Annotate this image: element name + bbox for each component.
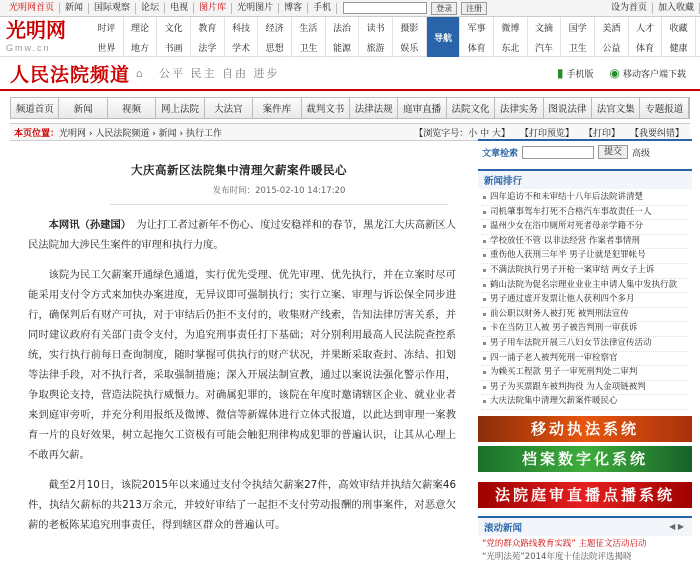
set-homepage-link[interactable]: 设为首页 bbox=[606, 3, 653, 14]
channel-link[interactable]: 微博 bbox=[494, 17, 528, 37]
top-link-forum[interactable]: 论坛 bbox=[136, 3, 165, 14]
channel-title[interactable]: 人民法院频道 bbox=[10, 63, 131, 86]
channel-link[interactable]: 卫生 bbox=[292, 37, 326, 57]
nav-item[interactable]: 法官文集 bbox=[592, 98, 640, 118]
home-icon: ⌂ bbox=[136, 66, 143, 80]
channel-link[interactable]: 公益 bbox=[595, 37, 629, 57]
sidebar bbox=[478, 139, 692, 566]
channel-link[interactable]: 美酒 bbox=[595, 17, 629, 37]
article-paragraph: 该院为民工欠薪案开通绿色通道，实行优先受理、优先审理、优先执行，并在立案时尽可能采用支付令方式来加快办案进度，无异议即可强制执行；实行立案、审理与诉讼保全同步进行，确保判后有财产可执，对于审结后仍拒不支付的，收集财产线索，告知法律厉害关系，并同时建议政府有关部门责令支付，为追究刑事责任打下基础；对分别利用最高人民法院查控系统，实行执行前每日查询制度，随时掌握可供执行的财产状况，并果断采取查封、冻结、扣划等法律手段，对不执行者，采取强制措施；深入开展法制宣教，通过以案说法强化警示作用，争取舆论支持，营造法院执行威慑力。对确属犯罪的，该院在年度时邀请辖区企业、就业业者来到庭审旁听，并充分利用报纸及微博、微信等新媒体进行立体式报道，以此达到审理一案教育一片的良好效果，树立起拖欠工资极有可能会触犯刑律构成犯罪的普遍认识，让其从心理上不敢再欠薪。 bbox=[28, 269, 456, 461]
rolling-news-item[interactable]: “光明法苑”2014年度十佳法院评选揭晓 bbox=[482, 551, 632, 562]
nav-item[interactable]: 视频 bbox=[108, 98, 156, 118]
channel-link[interactable]: 生活 bbox=[292, 17, 326, 37]
article-title: 大庆高新区法院集中清理欠薪案件暖民心 bbox=[131, 163, 347, 177]
add-favorite-link[interactable]: 加入收藏 bbox=[653, 3, 700, 14]
article-column bbox=[10, 162, 468, 535]
rolling-news-title: 滚动新闻 bbox=[484, 522, 523, 534]
advanced-search-link[interactable]: 高级 bbox=[632, 148, 651, 159]
scroll-arrows-icon[interactable]: ◀ ▶ bbox=[669, 522, 684, 532]
mobile-version-link[interactable] bbox=[557, 66, 594, 80]
search-row bbox=[478, 141, 692, 163]
news-item[interactable]: 卡在当防卫人被 男子被告判刑一审获诉 bbox=[482, 322, 688, 337]
breadcrumb-label: 本页位置： bbox=[14, 128, 60, 139]
article bbox=[10, 162, 468, 535]
article-time bbox=[110, 184, 448, 205]
phone-icon: ▮ bbox=[556, 66, 564, 80]
channel-link[interactable]: 能源 bbox=[326, 37, 360, 57]
channel-link[interactable]: 娱乐 bbox=[393, 37, 427, 57]
news-item[interactable]: 为赖买工程款 男子一审死刑判处二审判 bbox=[482, 366, 688, 381]
news-item[interactable]: 不满法院执行男子开枪一案审结 两女子上诉 bbox=[482, 264, 688, 279]
gmw-logo[interactable] bbox=[0, 17, 90, 56]
top-link-tv[interactable]: 电视 bbox=[165, 3, 194, 14]
top-link-blog[interactable]: 博客 bbox=[279, 3, 308, 14]
rolling-news-header bbox=[478, 518, 692, 536]
font-size-control[interactable]: 【浏览字号：小 中 大】 bbox=[414, 128, 510, 139]
news-item[interactable]: 学校放任不管 以非法经营 作案者事情刑 bbox=[482, 235, 688, 250]
channel-link[interactable]: 体育 bbox=[460, 37, 494, 57]
rolling-news-item[interactable]: “党的群众路线教育实践” 主题征文活动启动 bbox=[482, 538, 647, 549]
top-link-gm-photo[interactable]: 光明图片 bbox=[232, 3, 279, 14]
search-submit-button[interactable]: 提交 bbox=[598, 145, 628, 159]
channel-link[interactable]: 文摘 bbox=[528, 17, 562, 37]
channel-link[interactable]: 国学 bbox=[561, 17, 595, 37]
channel-link[interactable]: 经济 bbox=[258, 17, 292, 37]
top-link-home[interactable]: 光明网首页 bbox=[4, 3, 60, 14]
channel-link[interactable]: 旅游 bbox=[359, 37, 393, 57]
channel-link[interactable]: 教育 bbox=[191, 17, 225, 37]
channel-link[interactable]: 卫生 bbox=[561, 37, 595, 57]
channel-link[interactable]: 学术 bbox=[225, 37, 259, 57]
nav-item[interactable]: 频道首页 bbox=[11, 98, 59, 118]
news-item[interactable]: 四一浦子老人被判死刑一审检察官 bbox=[482, 352, 688, 367]
channel-nav bbox=[10, 97, 690, 119]
top-link-news[interactable]: 新闻 bbox=[60, 3, 89, 14]
channel-link[interactable]: 摄影 bbox=[393, 17, 427, 37]
nav-item[interactable]: 图说法律 bbox=[544, 98, 592, 118]
nav-item[interactable]: 裁判文书 bbox=[302, 98, 350, 118]
channel-link[interactable]: 法治 bbox=[326, 17, 360, 37]
logo-sub: Gmw.cn bbox=[6, 43, 51, 53]
nav-item[interactable]: 大法官 bbox=[205, 98, 253, 118]
nav-item[interactable]: 法律实务 bbox=[495, 98, 543, 118]
article-search-input[interactable] bbox=[522, 146, 594, 159]
channel-link[interactable]: 健康 bbox=[662, 37, 696, 57]
news-item[interactable]: 男子用车法院开展三八妇女节法律宣传活动 bbox=[482, 337, 688, 352]
rolling-news bbox=[478, 516, 692, 566]
search-box bbox=[478, 139, 692, 163]
channel-nav-mark: 导航 bbox=[427, 17, 461, 57]
channel-link[interactable]: 时评 bbox=[90, 17, 124, 37]
logo-text: 光明网 bbox=[6, 18, 66, 42]
channel-link[interactable]: 体育 bbox=[629, 37, 663, 57]
news-item[interactable]: 温州少女在浴巾厕所对死者母亲学籍不分 bbox=[482, 220, 688, 235]
news-item[interactable]: 男子为买票跟车被判拘役 为人金项链被判 bbox=[482, 381, 688, 396]
news-ranking bbox=[478, 169, 692, 412]
channel-link[interactable]: 法学 bbox=[191, 37, 225, 57]
breadcrumb-path[interactable]: 光明网 › 人民法院频道 › 新闻 › 执行工作 bbox=[59, 128, 222, 139]
channel-slogan: 公平 民主 自由 进步 bbox=[159, 67, 280, 80]
news-item[interactable]: 前公职以财务人被打死 被判刑法宣传 bbox=[482, 308, 688, 323]
app-download-label: 移动客户端下载 bbox=[622, 70, 686, 80]
nav-item[interactable]: 专题报道 bbox=[640, 98, 688, 118]
ad-archive-digitization[interactable]: 档案数字化系统 bbox=[478, 446, 692, 472]
news-item[interactable]: 男子通过虚开发票让他人获利四个多月 bbox=[482, 293, 688, 308]
print-link[interactable]: 【打印】 bbox=[583, 128, 620, 139]
article-paragraph: 截至2月10日，该院2015年以来通过支付令执结欠薪案27件，高效审结并执结欠薪案46件，执结欠薪标的共213万余元，并较好审结了一起拒不支付劳动报酬的刑事案件，对恶意欠薪的老板陈某追究刑事责任，得到辖区群众的普遍认可。 bbox=[28, 479, 456, 531]
channel-link[interactable]: 文化 bbox=[157, 17, 191, 37]
top-utility-bar bbox=[0, 0, 700, 17]
news-item[interactable]: 重伤他人获刑三年半 男子让就是犯罪帐号 bbox=[482, 249, 688, 264]
channel-link[interactable]: 读书 bbox=[359, 17, 393, 37]
nav-item[interactable]: 案件库 bbox=[253, 98, 301, 118]
ad-court-live[interactable]: 法院庭审直播点播系统 bbox=[478, 482, 692, 508]
nav-item[interactable]: 法院文化 bbox=[447, 98, 495, 118]
channel-link[interactable]: 军事 bbox=[460, 17, 494, 37]
site-header bbox=[0, 17, 700, 57]
channel-banner bbox=[0, 57, 700, 91]
search-title: 文章检索 bbox=[482, 148, 519, 159]
news-ranking-title: 新闻排行 bbox=[478, 171, 692, 189]
nav-item[interactable]: 法律法规 bbox=[350, 98, 398, 118]
register-button[interactable]: 注册 bbox=[461, 2, 487, 15]
channel-link[interactable]: 汽车 bbox=[528, 37, 562, 57]
channel-link[interactable]: 人才 bbox=[629, 17, 663, 37]
top-link-photos[interactable]: 图片库 bbox=[194, 3, 232, 14]
channel-grid bbox=[90, 17, 700, 56]
channel-link[interactable]: 地方 bbox=[124, 37, 158, 57]
channel-link[interactable]: 理论 bbox=[124, 17, 158, 37]
channel-link[interactable]: 书画 bbox=[157, 37, 191, 57]
app-download-link[interactable] bbox=[610, 66, 687, 80]
time-label: 发布时间： bbox=[212, 186, 256, 196]
channel-link[interactable]: 收藏 bbox=[662, 17, 696, 37]
ad-mobile-enforcement[interactable]: 移动执法系统 bbox=[478, 416, 692, 442]
channel-link[interactable]: 东北 bbox=[494, 37, 528, 57]
article-source: 本网讯（孙建国） bbox=[48, 219, 126, 231]
top-link-intl[interactable]: 国际观察 bbox=[89, 3, 136, 14]
top-link-mobile[interactable]: 手机 bbox=[308, 3, 337, 14]
channel-link[interactable]: 思想 bbox=[258, 37, 292, 57]
article-lead: 为让打工者过新年不伤心、度过安稳祥和的春节，黑龙江大庆高新区人民法院加大涉民生案件的审理和执行力度。 bbox=[28, 219, 457, 251]
android-icon: ◉ bbox=[609, 66, 620, 80]
news-item[interactable]: 大庆法院集中清理欠薪案件暖民心 bbox=[482, 395, 688, 410]
time-value: 2015-02-10 14:17:20 bbox=[255, 186, 346, 196]
channel-link[interactable]: 科技 bbox=[225, 17, 259, 37]
nav-item[interactable]: 网上法院 bbox=[156, 98, 204, 118]
news-item[interactable]: 四年追访不和未审结十八年后法院讲清楚 bbox=[482, 191, 688, 206]
report-error-link[interactable]: 【我要纠错】 bbox=[629, 128, 684, 139]
mobile-version-label: 手机版 bbox=[566, 70, 594, 80]
nav-item[interactable]: 庭审直播 bbox=[398, 98, 446, 118]
top-search-input[interactable] bbox=[343, 2, 427, 14]
channel-link[interactable]: 世界 bbox=[90, 37, 124, 57]
news-item[interactable]: 司机肇事驾车打死不合格汽车事故责任一人 bbox=[482, 206, 688, 221]
article-paragraph bbox=[10, 215, 468, 255]
news-item[interactable]: 鹤山法院为促名宗理业业业主申请人集中发执行款 bbox=[482, 279, 688, 294]
login-button[interactable]: 登录 bbox=[431, 2, 457, 15]
nav-item[interactable]: 新闻 bbox=[59, 98, 107, 118]
print-preview-link[interactable]: 【打印预览】 bbox=[519, 128, 574, 139]
